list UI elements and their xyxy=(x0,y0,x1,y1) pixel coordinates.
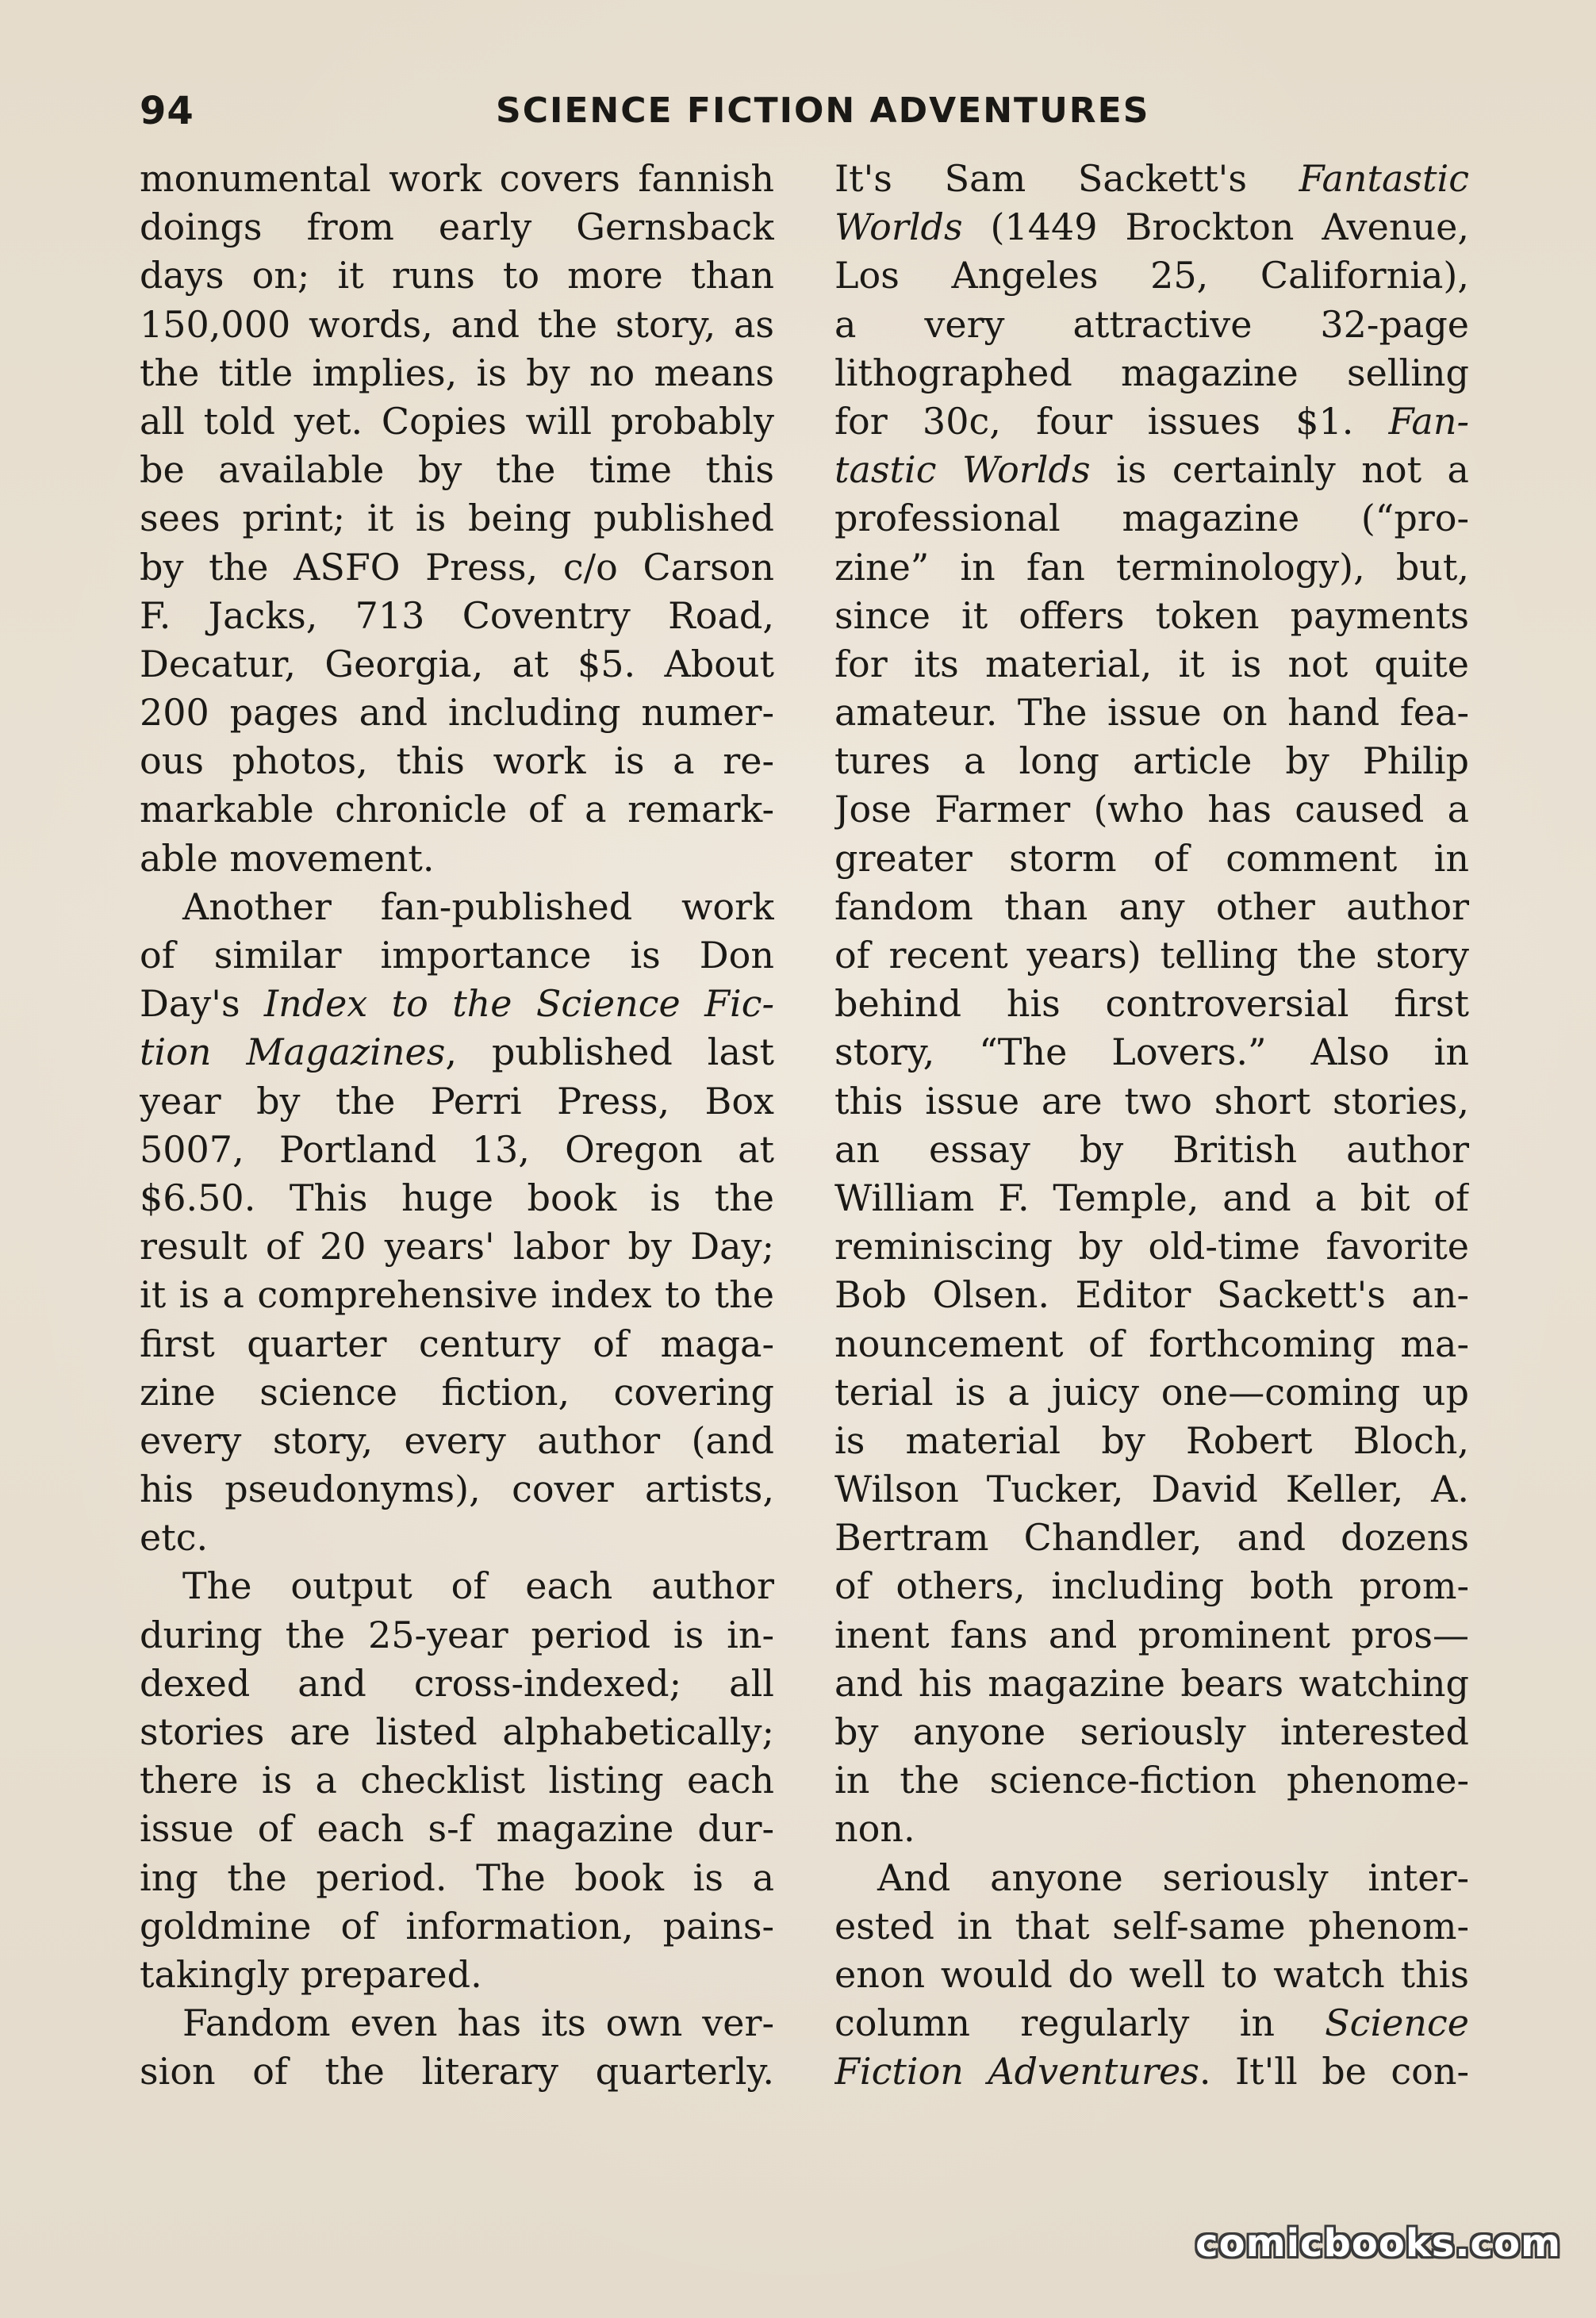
text-line: zine science fiction, covering xyxy=(140,1370,774,1414)
text-line: result of 20 years' labor by Day; xyxy=(140,1225,774,1268)
text-line: $6.50. This huge book is the xyxy=(140,1176,774,1219)
text-line: first quarter century of maga- xyxy=(140,1322,774,1365)
text-line: Bob Olsen. Editor Sackett's an- xyxy=(834,1273,1469,1317)
text-line: able movement. xyxy=(140,836,435,880)
italic-title-text: tastic Worlds xyxy=(834,448,1091,492)
text-line xyxy=(834,155,1469,203)
italic-title-text: tion Magazines xyxy=(140,1030,446,1074)
italic-title-text: Science xyxy=(1325,2001,1469,2045)
text-line: every story, every author (and xyxy=(140,1418,774,1462)
text-line: is material by Robert Bloch, xyxy=(834,1418,1469,1462)
text-line: this issue are two short stories, xyxy=(834,1079,1469,1123)
text-run: for 30c, four issues $1. xyxy=(834,399,1389,443)
text-line: and his magazine bears watching xyxy=(834,1661,1469,1705)
watermark: comicbooks.com xyxy=(1195,2221,1561,2266)
text-line: during the 25-year period is in- xyxy=(140,1613,774,1656)
text-line: sees print; it is being published xyxy=(140,497,774,540)
text-line: there is a checklist listing each xyxy=(140,1759,774,1802)
text-line: 150,000 words, and the story, as xyxy=(140,302,774,346)
text-line: issue of each s-f magazine dur- xyxy=(140,1807,774,1851)
left-text-column xyxy=(140,155,774,2097)
text-line xyxy=(834,446,1469,494)
text-line: Los Angeles 25, California), xyxy=(834,254,1469,297)
text-line: terial is a juicy one—coming up xyxy=(834,1370,1469,1414)
text-line xyxy=(834,2047,1469,2096)
right-text-column xyxy=(834,155,1469,2097)
text-line: behind his controversial first xyxy=(834,982,1469,1026)
italic-title-text: Fan- xyxy=(1388,399,1469,443)
text-line: of similar importance is Don xyxy=(140,934,774,977)
text-line: greater storm of comment in xyxy=(834,836,1469,880)
page-number: 94 xyxy=(140,89,194,133)
text-line: year by the Perri Press, Box xyxy=(140,1079,774,1123)
text-line: of recent years) telling the story xyxy=(834,934,1469,977)
text-line: professional magazine (“pro- xyxy=(834,497,1469,540)
text-line: enon would do well to watch this xyxy=(834,1952,1469,1996)
text-line: goldmine of information, pains- xyxy=(140,1904,774,1948)
text-line: for its material, it is not quite xyxy=(834,642,1469,685)
text-line: Fandom even has its own ver- xyxy=(182,2001,774,2045)
text-line: all told yet. Copies will probably xyxy=(140,399,774,443)
text-line: ested in that self-same phenom- xyxy=(834,1904,1469,1948)
text-line: by anyone seriously interested xyxy=(834,1710,1469,1753)
text-line: 200 pages and including numer- xyxy=(140,691,774,735)
text-line: Decatur, Georgia, at $5. About xyxy=(140,642,774,685)
text-run: . It'll be con- xyxy=(1199,2050,1469,2093)
text-line: story, “The Lovers.” Also in xyxy=(834,1030,1469,1074)
text-line: lithographed magazine selling xyxy=(834,351,1469,394)
text-line: stories are listed alphabetically; xyxy=(140,1710,774,1753)
italic-title-text: Index to the Science Fic- xyxy=(263,982,774,1026)
text-run: is certainly not a xyxy=(1090,448,1469,492)
text-line: markable chronicle of a remark- xyxy=(140,788,774,831)
text-line: be available by the time this xyxy=(140,448,774,492)
text-line: ous photos, this work is a re- xyxy=(140,739,774,783)
text-line: sion of the literary quarterly. xyxy=(140,2050,774,2093)
text-line: in the science-fiction phenome- xyxy=(834,1759,1469,1802)
italic-title-text: Fiction Adventures xyxy=(834,2050,1199,2093)
text-line: takingly prepared. xyxy=(140,1952,482,1996)
text-line xyxy=(834,203,1469,251)
text-run: (1449 Brockton Avenue, xyxy=(962,205,1469,249)
text-line: monumental work covers fannish xyxy=(140,157,774,200)
text-line: a very attractive 32-page xyxy=(834,302,1469,346)
text-line: nouncement of forthcoming ma- xyxy=(834,1322,1469,1365)
text-line: 5007, Portland 13, Oregon at xyxy=(140,1127,774,1171)
page-header xyxy=(140,89,1471,144)
text-line: Bertram Chandler, and dozens xyxy=(834,1516,1469,1560)
text-line: an essay by British author xyxy=(834,1127,1469,1171)
text-line: tures a long article by Philip xyxy=(834,739,1469,783)
text-line: Another fan-published work xyxy=(182,885,774,928)
running-head: SCIENCE FICTION ADVENTURES xyxy=(496,90,1150,131)
text-line: doings from early Gernsback xyxy=(140,205,774,249)
text-line: days on; it runs to more than xyxy=(140,254,774,297)
text-line: it is a comprehensive index to the xyxy=(140,1273,774,1317)
text-line: William F. Temple, and a bit of xyxy=(834,1176,1469,1219)
text-line: his pseudonyms), cover artists, xyxy=(140,1468,774,1511)
text-run: It's Sam Sackett's xyxy=(834,157,1299,200)
italic-title-text: Worlds xyxy=(834,205,963,249)
text-line: The output of each author xyxy=(182,1564,774,1608)
text-line: F. Jacks, 713 Coventry Road, xyxy=(140,593,774,637)
text-line: of others, including both prom- xyxy=(834,1564,1469,1608)
text-line xyxy=(834,397,1469,446)
italic-title-text: Fantastic xyxy=(1299,157,1469,200)
text-line: non. xyxy=(834,1807,915,1851)
text-line: etc. xyxy=(140,1516,209,1560)
text-line xyxy=(140,980,774,1028)
text-line: inent fans and prominent pros— xyxy=(834,1613,1469,1656)
text-line: reminiscing by old-time favorite xyxy=(834,1225,1469,1268)
text-line: And anyone seriously inter- xyxy=(877,1856,1469,1899)
text-run: Day's xyxy=(140,982,264,1026)
text-line: fandom than any other author xyxy=(834,885,1469,928)
text-line xyxy=(140,1028,774,1076)
text-line: amateur. The issue on hand fea- xyxy=(834,691,1469,735)
text-line: dexed and cross-indexed; all xyxy=(140,1661,774,1705)
text-line: zine” in fan terminology), but, xyxy=(834,545,1469,589)
text-line: by the ASFO Press, c/o Carson xyxy=(140,545,774,589)
text-line: the title implies, is by no means xyxy=(140,351,774,394)
text-line: since it offers token payments xyxy=(834,593,1469,637)
text-line xyxy=(834,1999,1469,2047)
text-run: column regularly in xyxy=(834,2001,1326,2045)
text-line: Wilson Tucker, David Keller, A. xyxy=(834,1468,1469,1511)
text-line: ing the period. The book is a xyxy=(140,1856,774,1899)
text-line: Jose Farmer (who has caused a xyxy=(834,788,1469,831)
text-run: , published last xyxy=(445,1030,774,1074)
